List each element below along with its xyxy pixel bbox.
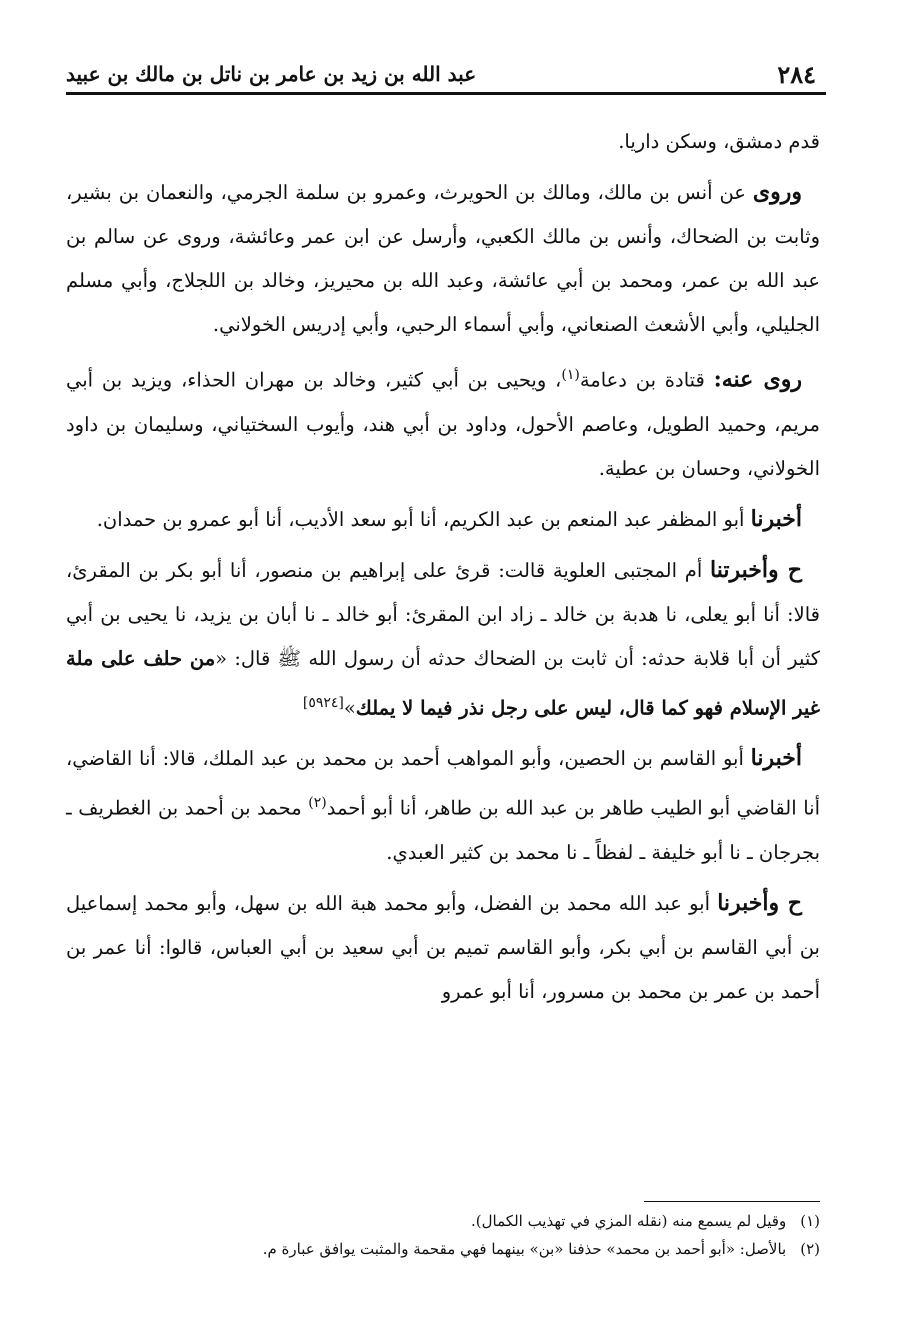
footnote-ref: (٢) bbox=[308, 795, 327, 811]
footnote-item bbox=[66, 1235, 820, 1263]
footnote-text: وقيل لم يسمع منه (نقله المزي في تهذيب الكمال). bbox=[471, 1212, 787, 1230]
paragraph-lead: ح وأخبرتنا bbox=[710, 556, 802, 583]
paragraph-text: عن أنس بن مالك، ومالك بن الحويرث، وعمرو بن سلمة الجرمي، والنعمان بن بشير، وثابت بن الضحاك، وأنس بن مالك الكعبي، وأرسل عن ابن عمر وعائشة، وروى عن سالم بن عبد الله بن عمر، ومحمد بن أبي عائشة، وعبد الله بن محيريز، وخالد بن اللجلاج، وأبي مسلم الجليلي، وأبي الأشعث الصنعاني، وأبي أسماء الرحبي، وأبي إدريس الخولاني. bbox=[66, 181, 820, 336]
paragraph-isnad-4 bbox=[66, 881, 820, 1014]
paragraph-text-continued: ، ويحيى بن أبي كثير، وخالد بن مهران الحذاء، ويزيد بن أبي مريم، وحميد الطويل، وعاصم الأحول، وداود بن أبي هند، وأيوب السختياني، وسليمان بن داود الخولاني، وحسان بن عطية. bbox=[66, 368, 820, 480]
paragraph-lead: وروى bbox=[752, 179, 802, 205]
main-text bbox=[66, 120, 820, 1020]
footnote-number: (١) bbox=[800, 1212, 820, 1230]
quote-close: » bbox=[343, 696, 356, 719]
paragraph-text: قدم دمشق، وسكن داريا. bbox=[618, 130, 820, 153]
paragraph-lead: أخبرنا bbox=[750, 745, 802, 771]
paragraph-lead: روى عنه: bbox=[713, 366, 803, 393]
paragraph-text: أبو عبد الله محمد بن الفضل، وأبو محمد هبة الله بن سهل، وأبو محمد إسماعيل بن أبي القاسم بن أبي بكر، وأبو القاسم تميم بن أبي سعيد بن أبي العباس، قالوا: أنا عمر بن أحمد بن عمر بن محمد بن مسرور، أنا أبو عمرو bbox=[66, 891, 820, 1003]
footnote-divider bbox=[644, 1201, 820, 1202]
paragraph-text: أم المجتبى العلوية قالت: قرئ على إبراهيم بن منصور، أنا أبو بكر بن المقرئ، قالا: أنا أبو يعلى، نا هدبة بن خالد ـ زاد ابن المقرئ: أبو خالد ـ نا أبان بن يزيد، نا يحيى بن أبي كثير أن أبا قلابة حدثه: أن ثابت بن الضحاك حدثه أن رسول الله ﷺ قال: « bbox=[66, 558, 820, 670]
page-header bbox=[66, 56, 826, 95]
paragraph-isnad-3 bbox=[66, 736, 820, 875]
footnote-number: (٢) bbox=[800, 1240, 820, 1258]
footnote-ref: (١) bbox=[561, 367, 580, 383]
paragraph-text: قتادة بن دعامة bbox=[579, 368, 714, 392]
paragraph-text: أبو القاسم بن الحصين، وأبو المواهب أحمد بن محمد بن عبد الملك، قالا: أنا القاضي، أنا القاضي أبو الطيب طاهر بن عبد الله بن طاهر، أنا أبو أحمد bbox=[66, 747, 820, 820]
hadith-text: من حلف على ملة غير الإسلام فهو كما قال، ليس على رجل نذر فيما لا يملك bbox=[66, 646, 820, 719]
paragraph-origin bbox=[66, 120, 820, 164]
hadith-number: [٥٩٢٤] bbox=[302, 694, 344, 711]
paragraph-text-continued: محمد بن أحمد بن الغطريف ـ بجرجان ـ نا أبو خليفة ـ لفظاً ـ نا محمد بن كثير العبدي. bbox=[66, 796, 820, 864]
footnote-item bbox=[66, 1207, 820, 1235]
page-number: ٢٨٤ bbox=[777, 59, 816, 89]
paragraph-lead: أخبرنا bbox=[750, 505, 802, 532]
footnotes bbox=[66, 1207, 820, 1263]
paragraph-isnad-2 bbox=[66, 548, 820, 731]
paragraph-narrated-by bbox=[66, 353, 820, 491]
paragraph-text: أبو المظفر عبد المنعم بن عبد الكريم، أنا أبو سعد الأديب، أنا أبو عمرو بن حمدان. bbox=[96, 507, 751, 531]
paragraph-narrated-from bbox=[66, 170, 820, 347]
running-title: عبد الله بن زيد بن عامر بن ناتل بن مالك بن عبيد bbox=[66, 62, 477, 86]
footnote-text: بالأصل: «أبو أحمد بن محمد» حذفنا «بن» بينهما فهي مقحمة والمثبت يوافق عبارة م. bbox=[262, 1240, 787, 1258]
paragraph-lead: ح وأخبرنا bbox=[717, 889, 802, 916]
paragraph-isnad-1 bbox=[66, 497, 820, 542]
